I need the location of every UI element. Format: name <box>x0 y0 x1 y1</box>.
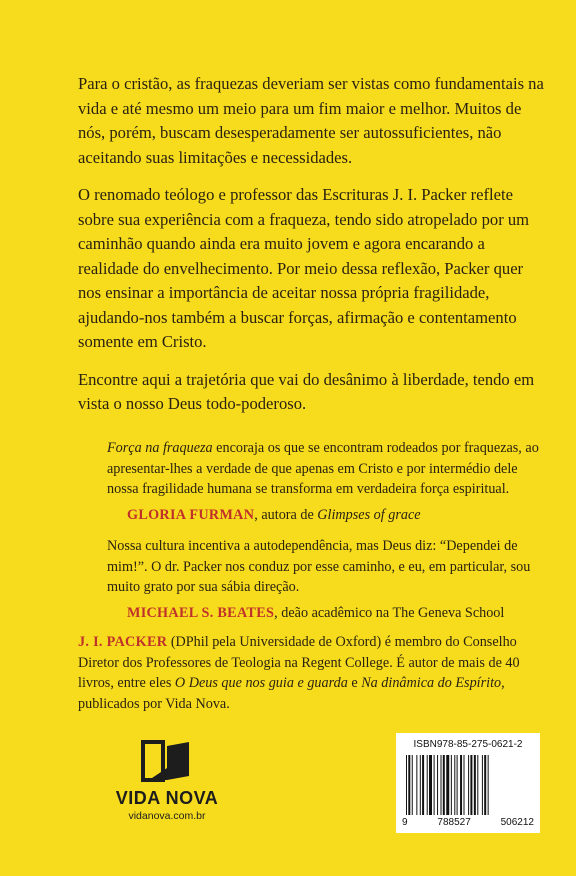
packer-paragraph: O renomado teólogo e professor das Escrituras J. I. Packer reflete sobre sua experiência com a fraqueza, tendo sido atropelado por um caminhão quando ainda era muito jovem e agora encarando a realidade do envelhecimento. Por meio dessa reflexão, Packer quer nos ensinar a importância de aceitar nossa própria fragilidade, ajudando-nos também a buscar forças, afirmação e contentamento somente em Cristo. <box>78 185 530 351</box>
barcode-bar <box>406 755 407 815</box>
barcode-bar <box>470 755 472 815</box>
endorser-name: MICHAEL S. BEATES <box>127 604 275 621</box>
barcode-bar <box>437 755 438 815</box>
barcode-bar <box>420 755 421 815</box>
book-title: Força na fraqueza <box>107 440 213 456</box>
barcode-bar <box>408 755 410 815</box>
endorsement-2-attribution: MICHAEL S. BEATES, deão acadêmico na The Geneva School <box>127 604 505 621</box>
barcode-bar <box>484 755 486 815</box>
barcode-bar <box>454 755 455 815</box>
barcode-digits: 9 788527 506212 <box>402 817 534 828</box>
barcode-bar <box>434 755 435 815</box>
back-cover-description <box>78 72 548 430</box>
publisher-website: vidanova.com.br <box>128 810 206 822</box>
endorser-name: GLORIA FURMAN <box>127 506 255 523</box>
barcode-bar <box>482 755 483 815</box>
barcode-bar <box>441 755 442 815</box>
author-name: J. I. PACKER <box>78 634 168 650</box>
barcode-bar <box>460 755 462 815</box>
endorsement-1: Força na fraqueza encoraja os que se encontram rodeados por fraquezas, ao apresentar-lhes a verdade de que apenas em Cristo e por intermédio dele nossa fragilidade humana se transforma em verdadeira força espiritual. <box>107 440 539 497</box>
barcode-bar <box>468 755 469 815</box>
book-logo-icon <box>139 738 195 784</box>
barcode-bar <box>488 755 489 815</box>
barcode-bar <box>416 755 417 815</box>
barcode-bar <box>427 755 428 815</box>
publisher-logo <box>112 738 222 822</box>
endorsement-1-attribution: GLORIA FURMAN, autora de Glimpses of grace <box>127 506 421 523</box>
barcode-bar <box>451 755 452 815</box>
publisher-name: VIDA NOVA <box>115 788 219 808</box>
barcode-panel <box>396 733 540 833</box>
barcode-bar <box>457 755 458 815</box>
intro-paragraph: Para o cristão, as fraquezas deveriam ser vistas como fundamentais na vida e até mesmo um meio para um fim maior e melhor. Muitos de nós, porém, buscam desesperadamente ser autossuficientes, não aceitando suas limitações e necessidades. <box>78 74 544 167</box>
isbn-label: ISBN978-85-275-0621-2 <box>413 739 523 750</box>
barcode-bar <box>422 755 424 815</box>
barcode-bar <box>429 755 432 815</box>
barcode-bar <box>464 755 465 815</box>
endorsements <box>107 438 547 623</box>
barcode-bar <box>477 755 478 815</box>
endorsement-2: Nossa cultura incentiva a autodependência, mas Deus diz: “Dependei de mim!”. O dr. Packer nos conduz por esse caminho, e eu, em particular, sou muito grato por sua sábia direção. <box>107 538 531 595</box>
barcode-bars <box>406 755 530 815</box>
barcode-bar <box>443 755 445 815</box>
closing-paragraph: Encontre aqui a trajetória que vai do desânimo à liberdade, tendo em vista o nosso Deus todo-poderoso. <box>78 369 535 413</box>
barcode-bar <box>474 755 476 815</box>
barcode-bar <box>412 755 413 815</box>
barcode-bar <box>446 755 449 815</box>
author-bio: J. I. PACKER (DPhil pela Universidade de Oxford) é membro do Conselho Diretor dos Professores de Teologia na Regent College. É autor de mais de 40 livros, entre eles O Deus que nos guia e guarda e Na dinâmica do Espírito, publicados por Vida Nova. <box>78 634 520 712</box>
